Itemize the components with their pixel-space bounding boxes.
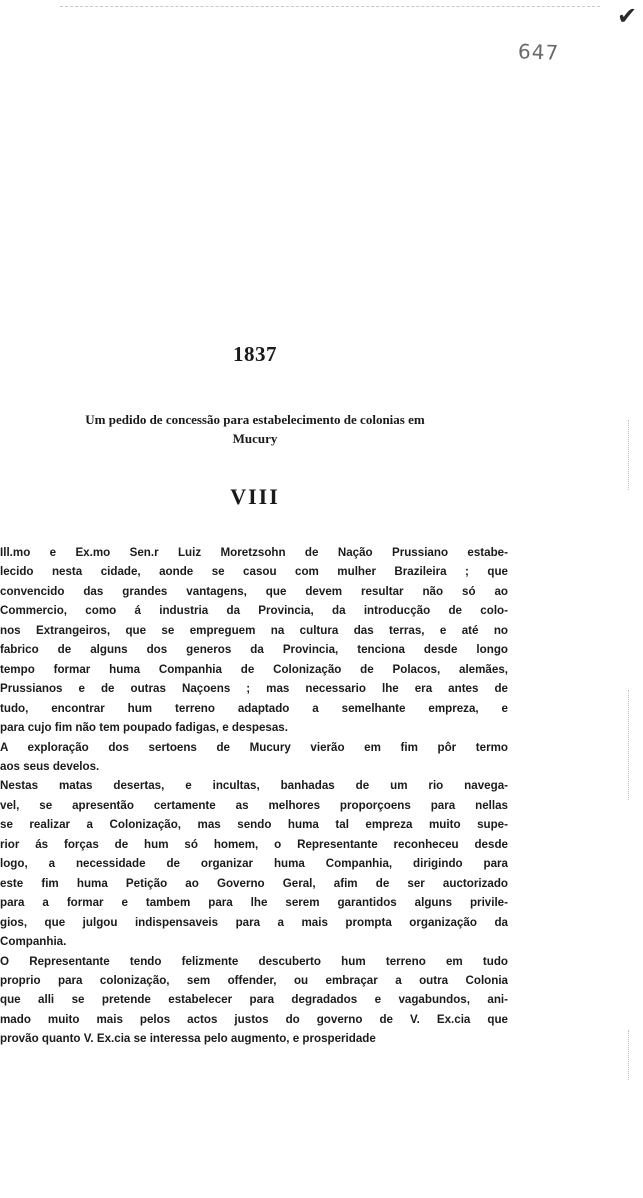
body-text-line: nos Extrangeiros, que se empreguem na cultura das terras, e até no [0,623,508,637]
body-text-line: fabrico de alguns dos generos da Provincia, tenciona desde longo [0,643,508,657]
check-mark: ✔ [617,2,638,30]
document-body [0,543,508,1049]
body-text-line: O Representante tendo felizmente descuberto hum terreno em tudo [0,954,508,968]
body-text-line: este fim huma Petição ao Governo Geral, afim de ser auctorizado [0,876,508,890]
body-text-line: tempo formar huma Companhia de Colonização de Polacos, alemães, [0,662,508,676]
scan-edge-noise [60,6,600,13]
body-text-line: Companhia. [0,935,67,949]
margin-artifact [628,1030,632,1080]
body-text-line: se realizar a Colonização, mas sendo huma tal empreza muito supe- [0,818,508,832]
body-text-line: vel, se apresentão certamente as melhores proporçoens para nellas [0,798,508,812]
body-text-line: proprio para colonização, sem offender, ou embraçar a outra Colonia [0,973,508,987]
body-text-line: gios, que julgou indispensaveis para a mais prompta organização da [0,915,508,929]
body-text-line: mado muito mais pelos actos justos do governo de V. Ex.cia que [0,1012,508,1026]
body-text-line: para a formar e tambem para lhe serem garantidos alguns privile- [0,896,508,910]
body-text-line: que alli se pretende estabelecer para degradados e vagabundos, ani- [0,993,508,1007]
body-text-line: para cujo fim não tem poupado fadigas, e despesas. [0,721,288,735]
body-text-line: lecido nesta cidade, aonde se casou com mulher Brazileira ; que [0,565,508,579]
document-title-line: Um pedido de concessão para estabelecimento de colonias em [85,412,425,427]
body-text-line: Prussianos e de outras Naçoens ; mas necessario lhe era antes de [0,682,508,696]
margin-artifact [628,420,632,490]
body-text-line: aos seus develos. [0,759,100,773]
document-title-line: Mucury [232,431,278,446]
document-title [0,410,510,448]
body-text-line: tudo, encontrar hum terreno adaptado a semelhante empreza, e [0,701,508,715]
body-text-line: convencido das grandes vantagens, que devem resultar não só ao [0,584,508,598]
body-text-line: A exploração dos sertoens de Mucury vierão em fim pôr termo [0,740,508,754]
body-text-line: rior ás forças de hum só homem, o Representante reconheceu desde [0,837,508,851]
handwritten-page-number: 647 [517,39,560,65]
margin-artifact [628,690,632,800]
body-text-line: provão quanto V. Ex.cia se interessa pelo augmento, e prosperidade [0,1032,376,1046]
body-text-line: logo, a necessidade de organizar huma Companhia, dirigindo para [0,857,508,871]
body-text-line: Ill.mo e Ex.mo Sen.r Luiz Moretzsohn de Nação Prussiano estabe- [0,546,508,559]
body-text-line: Nestas matas desertas, e incultas, banhadas de um rio navega- [0,779,508,793]
section-number: VIII [230,484,280,509]
document-year: 1837 [233,342,277,366]
body-text-line: Commercio, como á industria da Provincia, da introducção de colo- [0,604,508,618]
